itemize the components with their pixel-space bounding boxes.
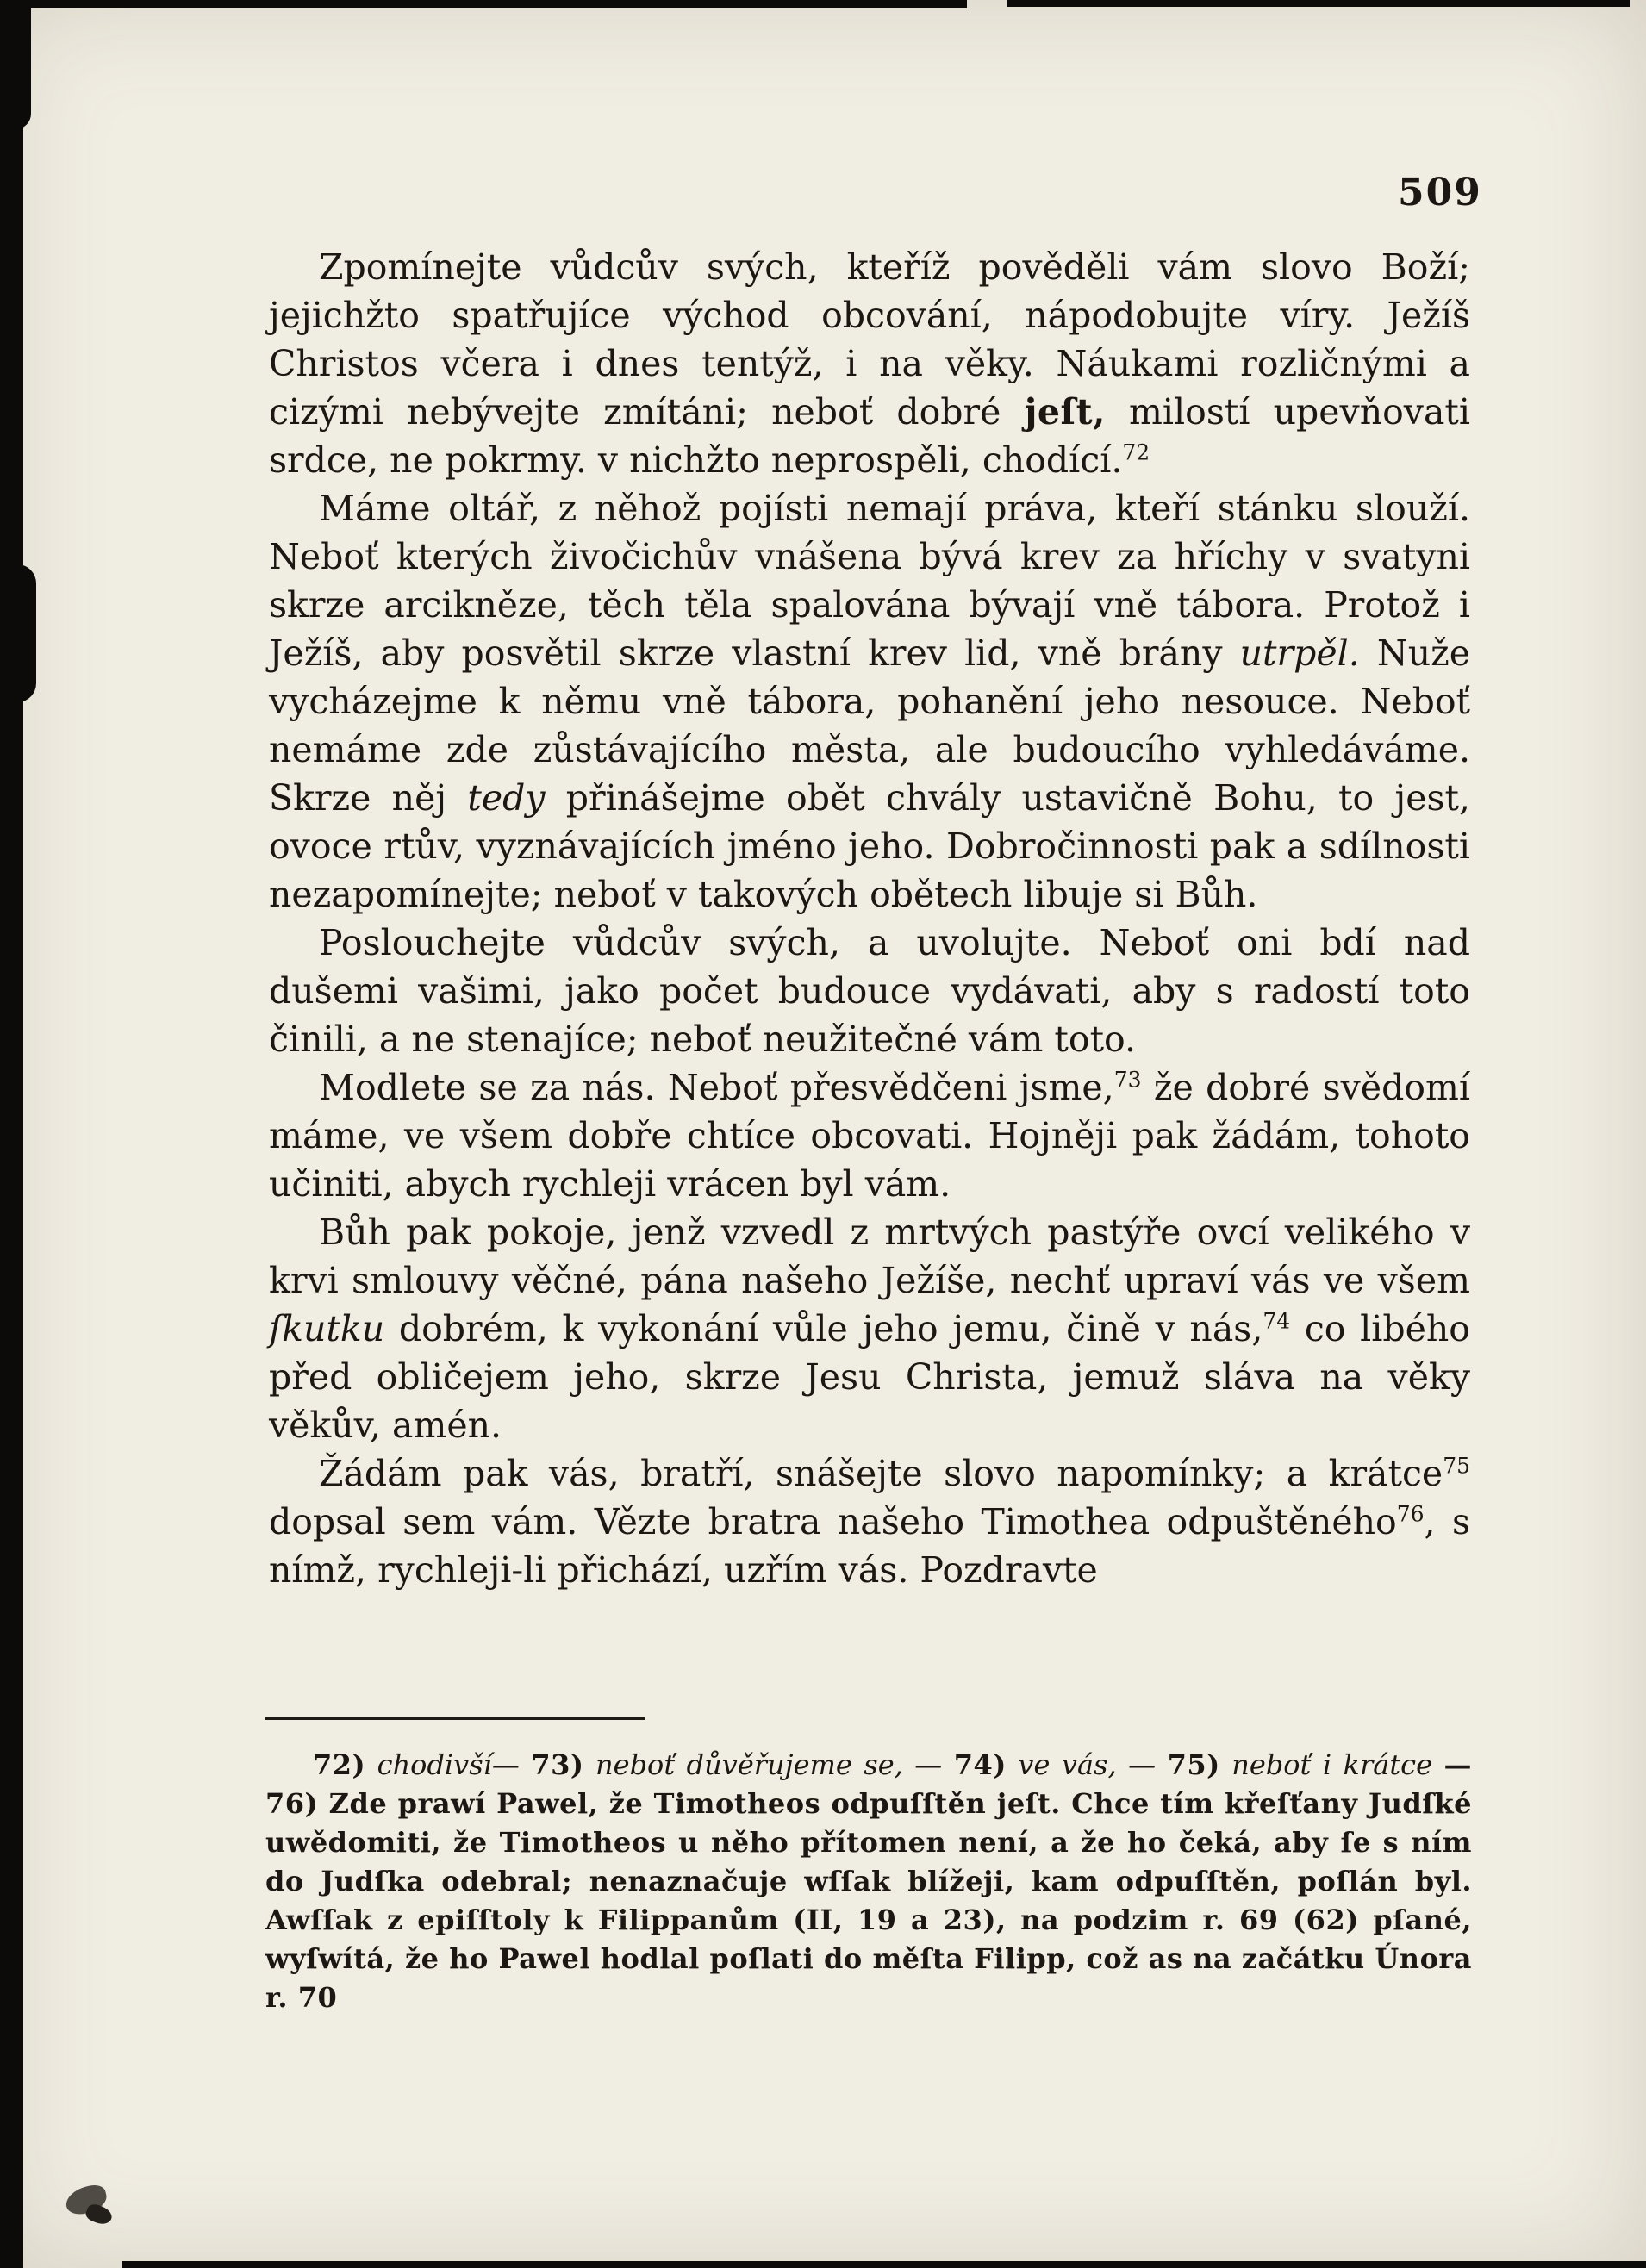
text-segment: tedy xyxy=(467,777,546,819)
text-segment: že dobré svědomí máme, ve všem dobře chtíce obcovati. Hojněji pak žádám, tohoto učiniti, abych rychleji vrácen byl vám. xyxy=(269,1067,1470,1205)
scan-edge-left-blob xyxy=(0,564,36,702)
footnote-reference: 73 xyxy=(1113,1067,1142,1093)
text-segment: Bůh pak pokoje, jenž vzvedl z mrtvých pastýře ovcí velikého v krvi smlouvy věčné, pána našeho Ježíše, nechť upraví vás ve všem xyxy=(269,1212,1470,1301)
text-segment: neboť i krátce xyxy=(1219,1748,1444,1781)
text-segment: 74) xyxy=(953,1748,1007,1781)
text-segment: ſkutku xyxy=(269,1308,385,1349)
text-segment: přinášejme obět chvály ustavičně Bohu, to jest, ovoce rtův, vyznávajících jméno jeho. Dobročinnosti pak a sdílnosti nezapomínejte; neboť v takových obětech libuje si Bůh. xyxy=(269,777,1471,915)
text-segment: utrpěl. xyxy=(1239,632,1360,674)
text-segment: Zde prawí Pawel, že Timotheos odpuſſtěn jeſt. Chce tím křeſťany Judſké uwědomiti, že Timotheos u něho přítomen není, a že ho čeká, aby ſe s ním do Judſka odebral; nenaznačuje wſſak blížeji, kam odpuſſtěn, poſlán byl. Awſſak z epiſſtoly k Filippanům (II, 19 a 23), na podzim r. 69 (62) pſané, wyſwítá, že ho Pawel hodlal poſlati do měſta Filipp, což as na začátku Února r. 70 xyxy=(265,1787,1472,2014)
text-segment: milostí upevňovati srdce, ne pokrmy. v nichžto neprospěli, chodící. xyxy=(269,391,1470,481)
text-segment: Modlete se za nás. Neboť přesvědčeni jsme, xyxy=(319,1067,1114,1108)
text-segment: Nuže vycházejme k němu vně tábora, pohanění jeho nesouce. Neboť nemáme zde zůstávajícího města, ale budoucího vyhledáváme. Skrze něj xyxy=(269,632,1470,819)
footnote-reference: 75 xyxy=(1443,1453,1470,1479)
scan-edge-top xyxy=(23,0,967,8)
paragraph xyxy=(269,243,1470,484)
scan-edge-left-top xyxy=(0,0,31,129)
footnote-separator-rule xyxy=(265,1717,645,1720)
text-segment: Žádám pak vás, bratří, snášejte slovo napomínky; a krátce xyxy=(319,1453,1443,1494)
text-segment: , s nímž, rychleji-li přichází, uzřím vás. Pozdravte xyxy=(269,1501,1470,1591)
scan-edge-top-right xyxy=(1007,0,1630,7)
paragraph xyxy=(269,1449,1470,1594)
footnote-reference: 72 xyxy=(1122,439,1150,465)
text-segment: 73) xyxy=(531,1748,584,1781)
paragraph xyxy=(269,919,1470,1063)
text-segment: dobrém, k vykonání vůle jeho jemu, čině v nás, xyxy=(384,1308,1263,1349)
footnote-reference: 74 xyxy=(1263,1308,1291,1334)
footnote-reference: 76 xyxy=(1396,1501,1425,1527)
ink-smudge-tail xyxy=(84,2202,114,2228)
text-segment: dopsal sem vám. Vězte bratra našeho Timothea odpuštěného xyxy=(269,1501,1397,1542)
text-segment: 75) xyxy=(1167,1748,1220,1781)
text-segment: chodivší— xyxy=(365,1748,532,1781)
text-segment: ve vás, — xyxy=(1006,1748,1168,1781)
paragraph xyxy=(269,1208,1470,1449)
body-text xyxy=(269,243,1470,1594)
footnotes-text xyxy=(265,1746,1472,2017)
text-segment: jeſt, xyxy=(1024,391,1106,433)
text-segment: Máme oltář, z něhož pojísti nemají práva, kteří stánku slouží. Neboť kterých živočichův vnášena bývá krev za hříchy v svatyni skrze arcikněze, těch těla spalována bývají vně tábora. Protož i Ježíš, aby posvětil skrze vlastní krev lid, vně brány xyxy=(269,488,1470,674)
paragraph xyxy=(269,1063,1470,1208)
text-segment: neboť důvěřujeme se, — xyxy=(583,1748,954,1781)
text-segment: 76) xyxy=(265,1787,319,1820)
paragraph xyxy=(269,484,1470,919)
text-segment: co libého před obličejem jeho, skrze Jesu Christa, jemuž sláva na věky věkův, amén. xyxy=(269,1308,1470,1446)
text-segment: 72) xyxy=(313,1748,366,1781)
scan-edge-left xyxy=(0,0,23,2268)
text-segment: Poslouchejte vůdcův svých, a uvolujte. Neboť oni bdí nad dušemi vašimi, jako počet budouce vydávati, aby s radostí toto činili, a ne stenajíce; neboť neužitečné vám toto. xyxy=(269,922,1470,1060)
text-segment: — xyxy=(1443,1748,1473,1781)
text-segment: Zpomínejte vůdcův svých, kteříž pověděli vám slovo Boží; jejichžto spatřujíce východ obcování, nápodobujte víry. Ježíš Christos včera i dnes tentýž, i na věky. Náukami rozličnými a cizými nebývejte zmítáni; neboť dobré xyxy=(269,246,1470,433)
scan-edge-bottom xyxy=(122,2261,1646,2268)
page-number: 509 xyxy=(1398,171,1482,215)
